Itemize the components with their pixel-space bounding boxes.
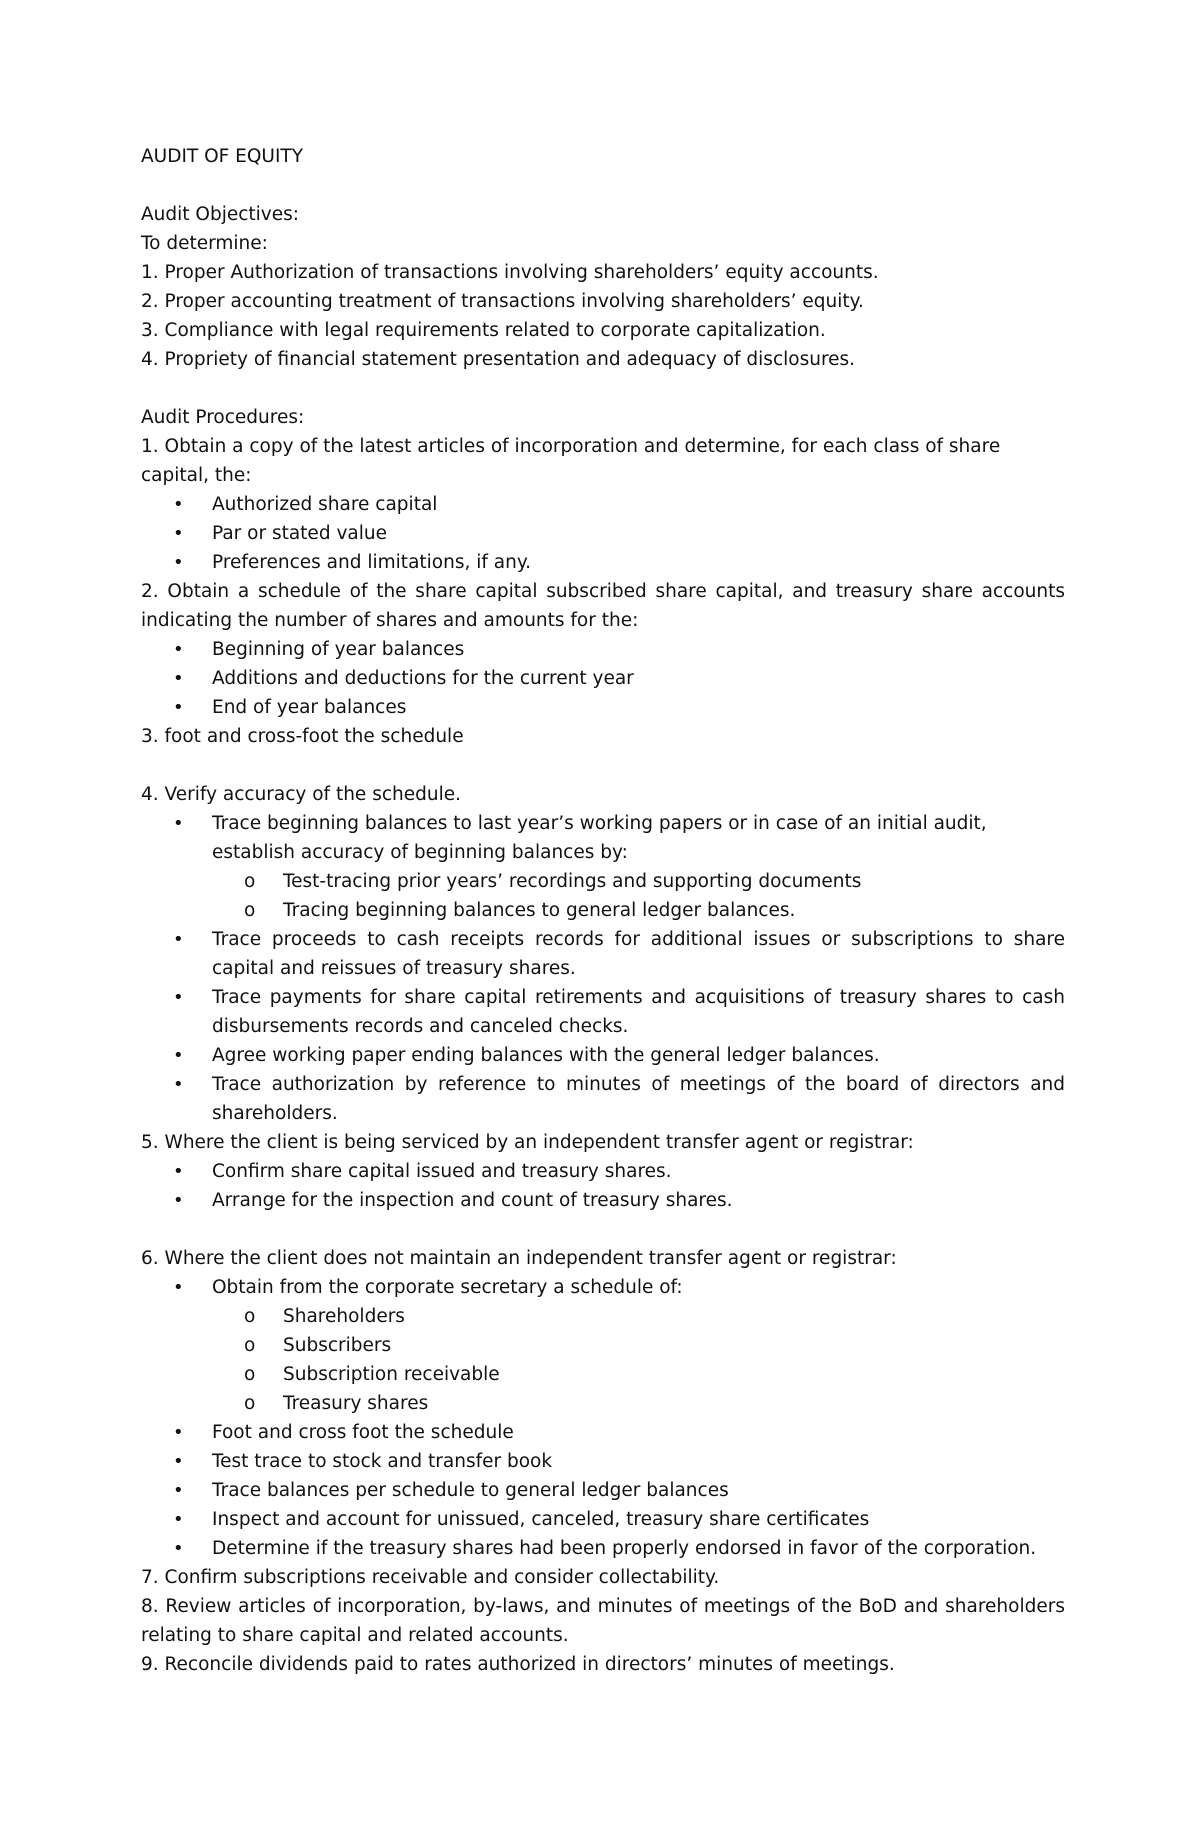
sub-bullet-item (212, 1389, 1065, 1418)
procedure-5-bullets (141, 1157, 1065, 1215)
procedure-4-bullets (141, 809, 1065, 867)
bullet-icon: • (173, 494, 184, 515)
procedure-7: 7. Confirm subscriptions receivable and consider collectability. (141, 1567, 720, 1588)
bullet-item (141, 1447, 1065, 1476)
sub-bullet-text: Tracing beginning balances to general ledger balances. (283, 900, 796, 921)
objective-item: 2. Proper accounting treatment of transactions involving shareholders’ equity. (141, 291, 864, 312)
spacer (141, 751, 1065, 780)
bullet-item (141, 1273, 1065, 1302)
bullet-icon: • (173, 639, 184, 660)
bullet-item (141, 1186, 1065, 1215)
bullet-item (141, 983, 1065, 1041)
bullet-text: Trace beginning balances to last year’s working papers or in case of an initial audit, establish accuracy of beginning balances by: (212, 813, 987, 863)
bullet-text: Trace authorization by reference to minutes of meetings of the board of directors and shareholders. (212, 1074, 1065, 1124)
bullet-item (141, 809, 1065, 867)
sub-bullet-text: Treasury shares (283, 1393, 429, 1414)
bullet-item (141, 635, 1065, 664)
sub-bullet-icon: o (244, 1306, 256, 1327)
bullet-icon: • (173, 1480, 184, 1501)
bullet-item (141, 1418, 1065, 1447)
sub-bullet-text: Subscription receivable (283, 1364, 500, 1385)
sub-bullet-item (212, 867, 1065, 896)
bullet-text: Trace balances per schedule to general ledger balances (212, 1480, 729, 1501)
bullet-item (141, 1505, 1065, 1534)
sub-bullet-icon: o (244, 1335, 256, 1356)
bullet-icon: • (173, 929, 184, 950)
bullet-icon: • (173, 1509, 184, 1530)
objective-item: 4. Propriety of financial statement presentation and adequacy of disclosures. (141, 349, 856, 370)
procedure-4-sub-bullets (141, 867, 1065, 925)
procedure-6: 6. Where the client does not maintain an independent transfer agent or registrar: (141, 1248, 897, 1269)
bullet-text: Beginning of year balances (212, 639, 465, 660)
bullet-item (141, 1534, 1065, 1563)
bullet-text: Foot and cross foot the schedule (212, 1422, 514, 1443)
procedure-4: 4. Verify accuracy of the schedule. (141, 784, 461, 805)
procedure-1-bullets (141, 490, 1065, 577)
bullet-icon: • (173, 1451, 184, 1472)
sub-bullet-icon: o (244, 900, 256, 921)
sub-bullet-item (212, 896, 1065, 925)
bullet-text: Arrange for the inspection and count of treasury shares. (212, 1190, 733, 1211)
document-title: AUDIT OF EQUITY (141, 146, 304, 167)
procedure-6-bullets (141, 1273, 1065, 1302)
spacer (141, 374, 1065, 403)
document-body (141, 142, 1065, 1679)
bullet-text: End of year balances (212, 697, 407, 718)
bullet-text: Test trace to stock and transfer book (212, 1451, 553, 1472)
procedure-1: 1. Obtain a copy of the latest articles of incorporation and determine, for each class of share capital, the: (141, 436, 1001, 486)
bullet-item (141, 1041, 1065, 1070)
procedure-9: 9. Reconcile dividends paid to rates authorized in directors’ minutes of meetings. (141, 1654, 895, 1675)
bullet-item (141, 519, 1065, 548)
objective-item: 1. Proper Authorization of transactions involving shareholders’ equity accounts. (141, 262, 879, 283)
procedure-8: 8. Review articles of incorporation, by-laws, and minutes of meetings of the BoD and shareholders relating to share capital and related accounts. (141, 1596, 1065, 1646)
bullet-icon: • (173, 523, 184, 544)
bullet-item (141, 664, 1065, 693)
sub-bullet-item (212, 1331, 1065, 1360)
sub-bullet-text: Test-tracing prior years’ recordings and supporting documents (283, 871, 862, 892)
sub-bullet-text: Subscribers (283, 1335, 392, 1356)
bullet-text: Agree working paper ending balances with the general ledger balances. (212, 1045, 880, 1066)
bullet-item (141, 693, 1065, 722)
bullet-icon: • (173, 1422, 184, 1443)
sub-bullet-icon: o (244, 1393, 256, 1414)
sub-bullet-icon: o (244, 871, 256, 892)
procedure-2-bullets (141, 635, 1065, 722)
procedure-5: 5. Where the client is being serviced by an independent transfer agent or registrar: (141, 1132, 914, 1153)
sub-bullet-item (212, 1302, 1065, 1331)
procedure-4-bullets-more (141, 925, 1065, 1128)
bullet-text: Preferences and limitations, if any. (212, 552, 532, 573)
bullet-text: Inspect and account for unissued, canceled, treasury share certificates (212, 1509, 870, 1530)
bullet-item (141, 1070, 1065, 1128)
bullet-icon: • (173, 1074, 184, 1095)
bullet-text: Trace proceeds to cash receipts records for additional issues or subscriptions to share capital and reissues of treasury shares. (212, 929, 1065, 979)
bullet-icon: • (173, 1538, 184, 1559)
objectives-intro: To determine: (141, 233, 268, 254)
bullet-text: Determine if the treasury shares had been properly endorsed in favor of the corporation. (212, 1538, 1037, 1559)
bullet-icon: • (173, 1161, 184, 1182)
bullet-text: Trace payments for share capital retirements and acquisitions of treasury shares to cash disbursements records and canceled checks. (212, 987, 1065, 1037)
spacer (141, 171, 1065, 200)
bullet-icon: • (173, 1277, 184, 1298)
sub-bullet-text: Shareholders (283, 1306, 405, 1327)
objective-item: 3. Compliance with legal requirements related to corporate capitalization. (141, 320, 826, 341)
bullet-icon: • (173, 813, 184, 834)
procedure-6-bullets-more (141, 1418, 1065, 1563)
bullet-icon: • (173, 1190, 184, 1211)
objectives-heading: Audit Objectives: (141, 204, 299, 225)
bullet-item (141, 1476, 1065, 1505)
bullet-item (141, 925, 1065, 983)
bullet-item (141, 548, 1065, 577)
bullet-text: Confirm share capital issued and treasury shares. (212, 1161, 672, 1182)
procedure-2: 2. Obtain a schedule of the share capital subscribed share capital, and treasury share accounts indicating the number of shares and amounts for the: (141, 581, 1065, 631)
bullet-icon: • (173, 987, 184, 1008)
spacer (141, 1215, 1065, 1244)
bullet-icon: • (173, 668, 184, 689)
bullet-text: Additions and deductions for the current year (212, 668, 634, 689)
bullet-item (141, 490, 1065, 519)
procedure-6-sub-bullets (141, 1302, 1065, 1418)
bullet-icon: • (173, 697, 184, 718)
sub-bullet-icon: o (244, 1364, 256, 1385)
bullet-text: Par or stated value (212, 523, 387, 544)
bullet-icon: • (173, 552, 184, 573)
procedures-heading: Audit Procedures: (141, 407, 305, 428)
bullet-icon: • (173, 1045, 184, 1066)
procedure-3: 3. foot and cross-foot the schedule (141, 726, 464, 747)
sub-bullet-item (212, 1360, 1065, 1389)
bullet-text: Obtain from the corporate secretary a schedule of: (212, 1277, 683, 1298)
bullet-text: Authorized share capital (212, 494, 438, 515)
bullet-item (141, 1157, 1065, 1186)
